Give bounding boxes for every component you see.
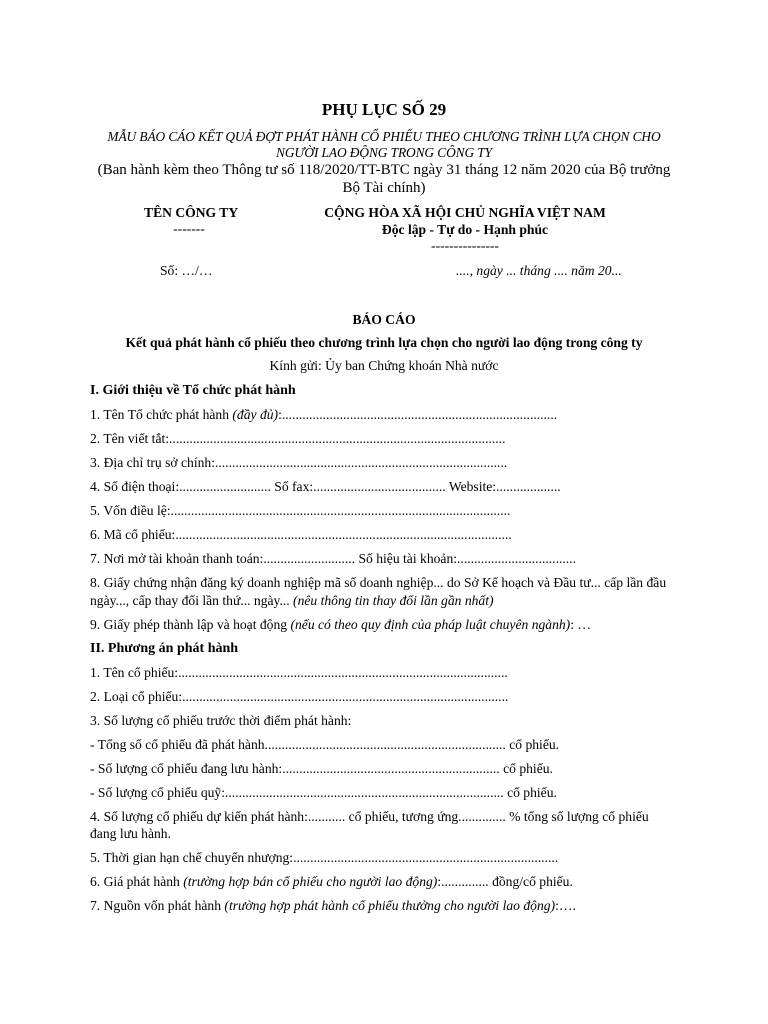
report-heading: BÁO CÁO xyxy=(352,312,416,327)
section2-item5: 5. Thời gian hạn chế chuyển nhượng:.............................................................................. xyxy=(90,850,559,865)
appendix-title: PHỤ LỤC SỐ 29 xyxy=(321,100,447,119)
national-motto: Độc lập - Tự do - Hạnh phúc xyxy=(381,222,549,237)
section2-item4-line2: đang lưu hành. xyxy=(90,826,171,841)
form-subtitle-line1: MẪU BÁO CÁO KẾT QUẢ ĐỢT PHÁT HÀNH CỔ PHIẾU THEO CHƯƠNG TRÌNH LỰA CHỌN CHO xyxy=(107,129,661,144)
issued-by-line2: Bộ Tài chính) xyxy=(342,180,426,196)
section2-item3-total: - Tổng số cổ phiếu đã phát hành....................................................................... cổ phiếu. xyxy=(90,737,560,752)
section1-item1: 1. Tên Tổ chức phát hành (đầy đủ):................................................................................. xyxy=(90,407,558,422)
section1-item4: 4. Số điện thoại:........................... Số fax:....................................... Website:................... xyxy=(90,479,561,494)
report-subject: Kết quả phát hành cổ phiếu theo chương trình lựa chọn cho người lao động trong công ty xyxy=(125,335,643,350)
section1-item2: 2. Tên viết tắt:................................................................................................... xyxy=(90,431,506,446)
company-name: TÊN CÔNG TY xyxy=(144,205,239,220)
section1-item8-line2: ngày..., cấp thay đổi lần thứ... ngày... (nêu thông tin thay đổi lần gần nhất) xyxy=(90,593,494,608)
section1-item9: 9. Giấy phép thành lập và hoạt động (nếu có theo quy định của pháp luật chuyên ngành): … xyxy=(90,617,591,632)
section2-item3-outstanding: - Số lượng cổ phiếu đang lưu hành:................................................................ cổ phiếu. xyxy=(90,761,553,776)
section2-item4-line1: 4. Số lượng cổ phiếu dự kiến phát hành:........... cổ phiếu, tương ứng.............. % tổng số lượng cổ phiếu xyxy=(90,809,649,824)
issued-by-line1: (Ban hành kèm theo Thông tư số 118/2020/TT-BTC ngày 31 tháng 12 năm 2020 của Bộ trưởng xyxy=(97,162,671,178)
section2-item3: 3. Số lượng cổ phiếu trước thời điểm phát hành: xyxy=(90,713,352,728)
nation-name: CỘNG HÒA XÃ HỘI CHỦ NGHĨA VIỆT NAM xyxy=(324,205,606,220)
section1-item3: 3. Địa chỉ trụ sở chính:...................................................................................... xyxy=(90,455,508,470)
section2-heading: II. Phương án phát hành xyxy=(90,641,239,656)
form-subtitle-line2: NGƯỜI LAO ĐỘNG TRONG CÔNG TY xyxy=(275,145,492,160)
report-recipient: Kính gửi: Ủy ban Chứng khoán Nhà nước xyxy=(269,358,499,373)
section2-item3-treasury: - Số lượng cổ phiếu quỹ:.................................................................................. cổ phiếu. xyxy=(90,785,557,800)
document-date: ...., ngày ... tháng .... năm 20... xyxy=(456,263,622,278)
company-divider: ------- xyxy=(173,221,205,236)
section1-item8-line1: 8. Giấy chứng nhận đăng ký doanh nghiệp mã số doanh nghiệp... do Sở Kế hoạch và Đầu tư... cấp lần đầu xyxy=(90,575,667,590)
section2-item7: 7. Nguồn vốn phát hành (trường hợp phát hành cổ phiếu thưởng cho người lao động):…. xyxy=(90,898,576,913)
document-number: Số: …/… xyxy=(160,263,213,278)
motto-divider: --------------- xyxy=(431,238,499,253)
section2-item2: 2. Loại cổ phiếu:................................................................................................ xyxy=(90,689,509,704)
section1-item7: 7. Nơi mở tài khoản thanh toán:........................... Số hiệu tài khoản:................................... xyxy=(90,551,576,566)
section1-item5: 5. Vốn điều lệ:.................................................................................................... xyxy=(90,503,511,518)
section1-heading: I. Giới thiệu về Tổ chức phát hành xyxy=(90,383,296,398)
section2-item1: 1. Tên cổ phiếu:................................................................................................. xyxy=(90,665,508,680)
section1-item6: 6. Mã cổ phiếu:................................................................................................... xyxy=(90,527,512,542)
section2-item6: 6. Giá phát hành (trường hợp bán cổ phiếu cho người lao động):.............. đồng/cổ phiếu. xyxy=(90,874,573,889)
